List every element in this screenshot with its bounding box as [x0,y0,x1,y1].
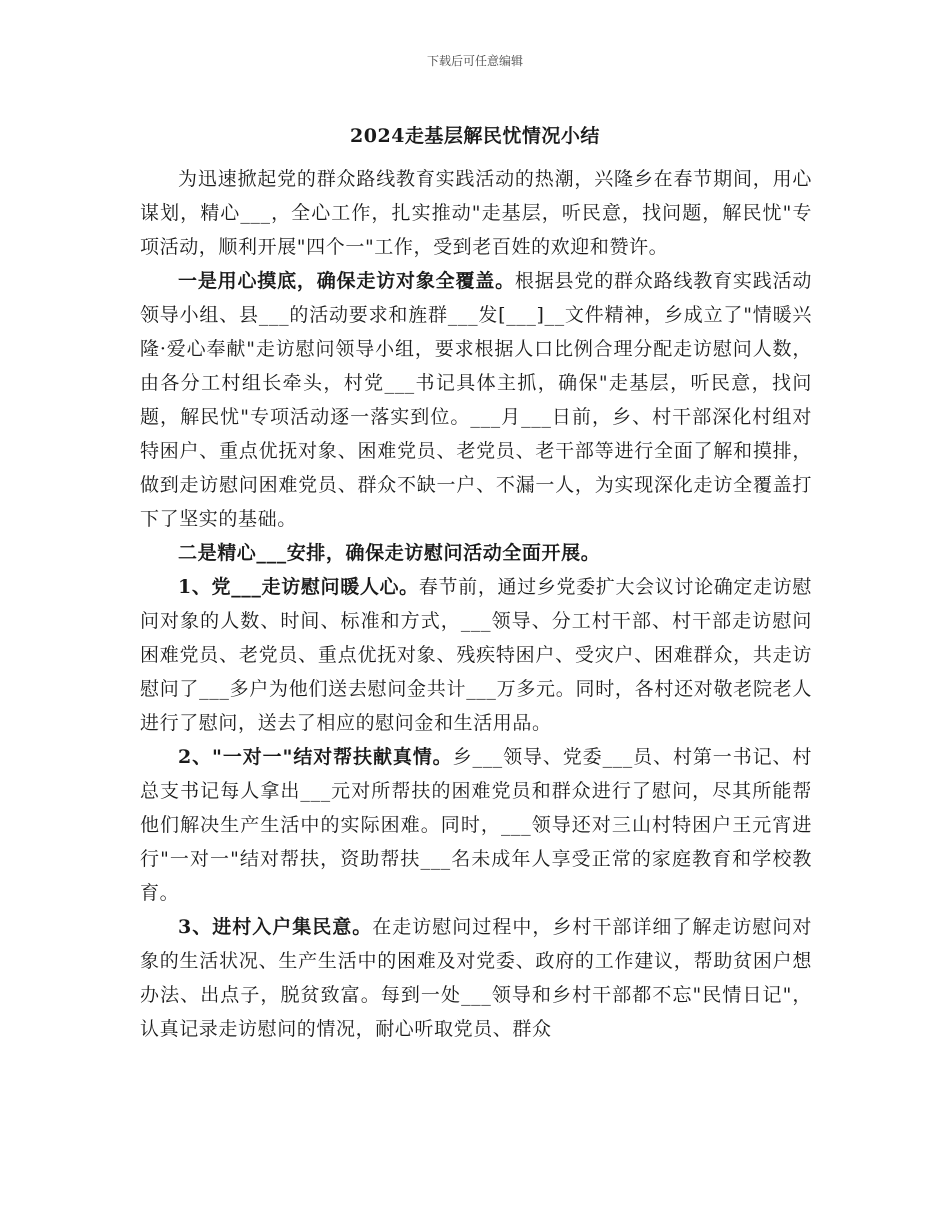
paragraph-item-3 [140,910,812,1046]
paragraph-item-1 [140,570,812,740]
paragraph-item-2 [140,740,812,910]
paragraph-lead: 一是用心摸底，确保走访对象全覆盖。 [178,270,515,292]
document-body [140,162,812,1046]
paragraph-lead: 2、"一对一"结对帮扶献真情。 [178,746,453,768]
paragraph-section-one [140,264,812,536]
paragraph-lead: 3、进村入户集民意。 [178,916,373,938]
paragraph-lead: 1、党___走访慰问暖人心。 [178,576,419,598]
paragraph-text: 为迅速掀起党的群众路线教育实践活动的热潮，兴隆乡在春节期间，用心谋划，精心___，全心工作，扎实推动"走基层，听民意，找问题，解民忧"专项活动，顺利开展"四个一"工作，受到老百姓的欢迎和赞许。 [140,168,812,258]
paragraph-lead: 二是精心___安排，确保走访慰问活动全面开展。 [178,542,601,564]
paragraph-text: 在走访慰问过程中，乡村干部详细了解走访慰问对象的生活状况、生产生活中的困难及对党委、政府的工作建议，帮助贫困户想办法、出点子，脱贫致富。每到一处___领导和乡村干部都不忘"民情日记"，认真记录走访慰问的情况，耐心听取党员、群众 [140,916,812,1040]
paragraph-section-two [140,536,812,570]
paragraph-text: 乡___领导、党委___员、村第一书记、村总支书记每人拿出___元对所帮扶的困难党员和群众进行了慰问，尽其所能帮他们解决生产生活中的实际困难。同时，___领导还对三山村特困户王元宵进行"一对一"结对帮扶，资助帮扶___名未成年人享受正常的家庭教育和学校教育。 [140,746,812,904]
page-header-note: 下载后可任意编辑 [426,54,523,68]
paragraph-text: 根据县党的群众路线教育实践活动领导小组、县___的活动要求和旌群___发[___]__文件精神，乡成立了"情暖兴隆·爱心奉献"走访慰问领导小组，要求根据人口比例合理分配走访慰问人数，由各分工村组长牵头，村党___书记具体主抓，确保"走基层，听民意，找问题，解民忧"专项活动逐一落实到位。___月___日前，乡、村干部深化村组对特困户、重点优抚对象、困难党员、老党员、老干部等进行全面了解和摸排，做到走访慰问困难党员、群众不缺一户、不漏一人，为实现深化走访全覆盖打下了坚实的基础。 [140,270,812,530]
paragraph-text: 春节前，通过乡党委扩大会议讨论确定走访慰问对象的人数、时间、标准和方式，___领导、分工村干部、村干部走访慰问困难党员、老党员、重点优抚对象、残疾特困户、受灾户、困难群众，共走访慰问了___多户为他们送去慰问金共计___万多元。同时，各村还对敬老院老人进行了慰问，送去了相应的慰问金和生活用品。 [140,576,812,734]
paragraph-intro [140,162,812,264]
document-title: 2024走基层解民忧情况小结 [350,125,600,147]
